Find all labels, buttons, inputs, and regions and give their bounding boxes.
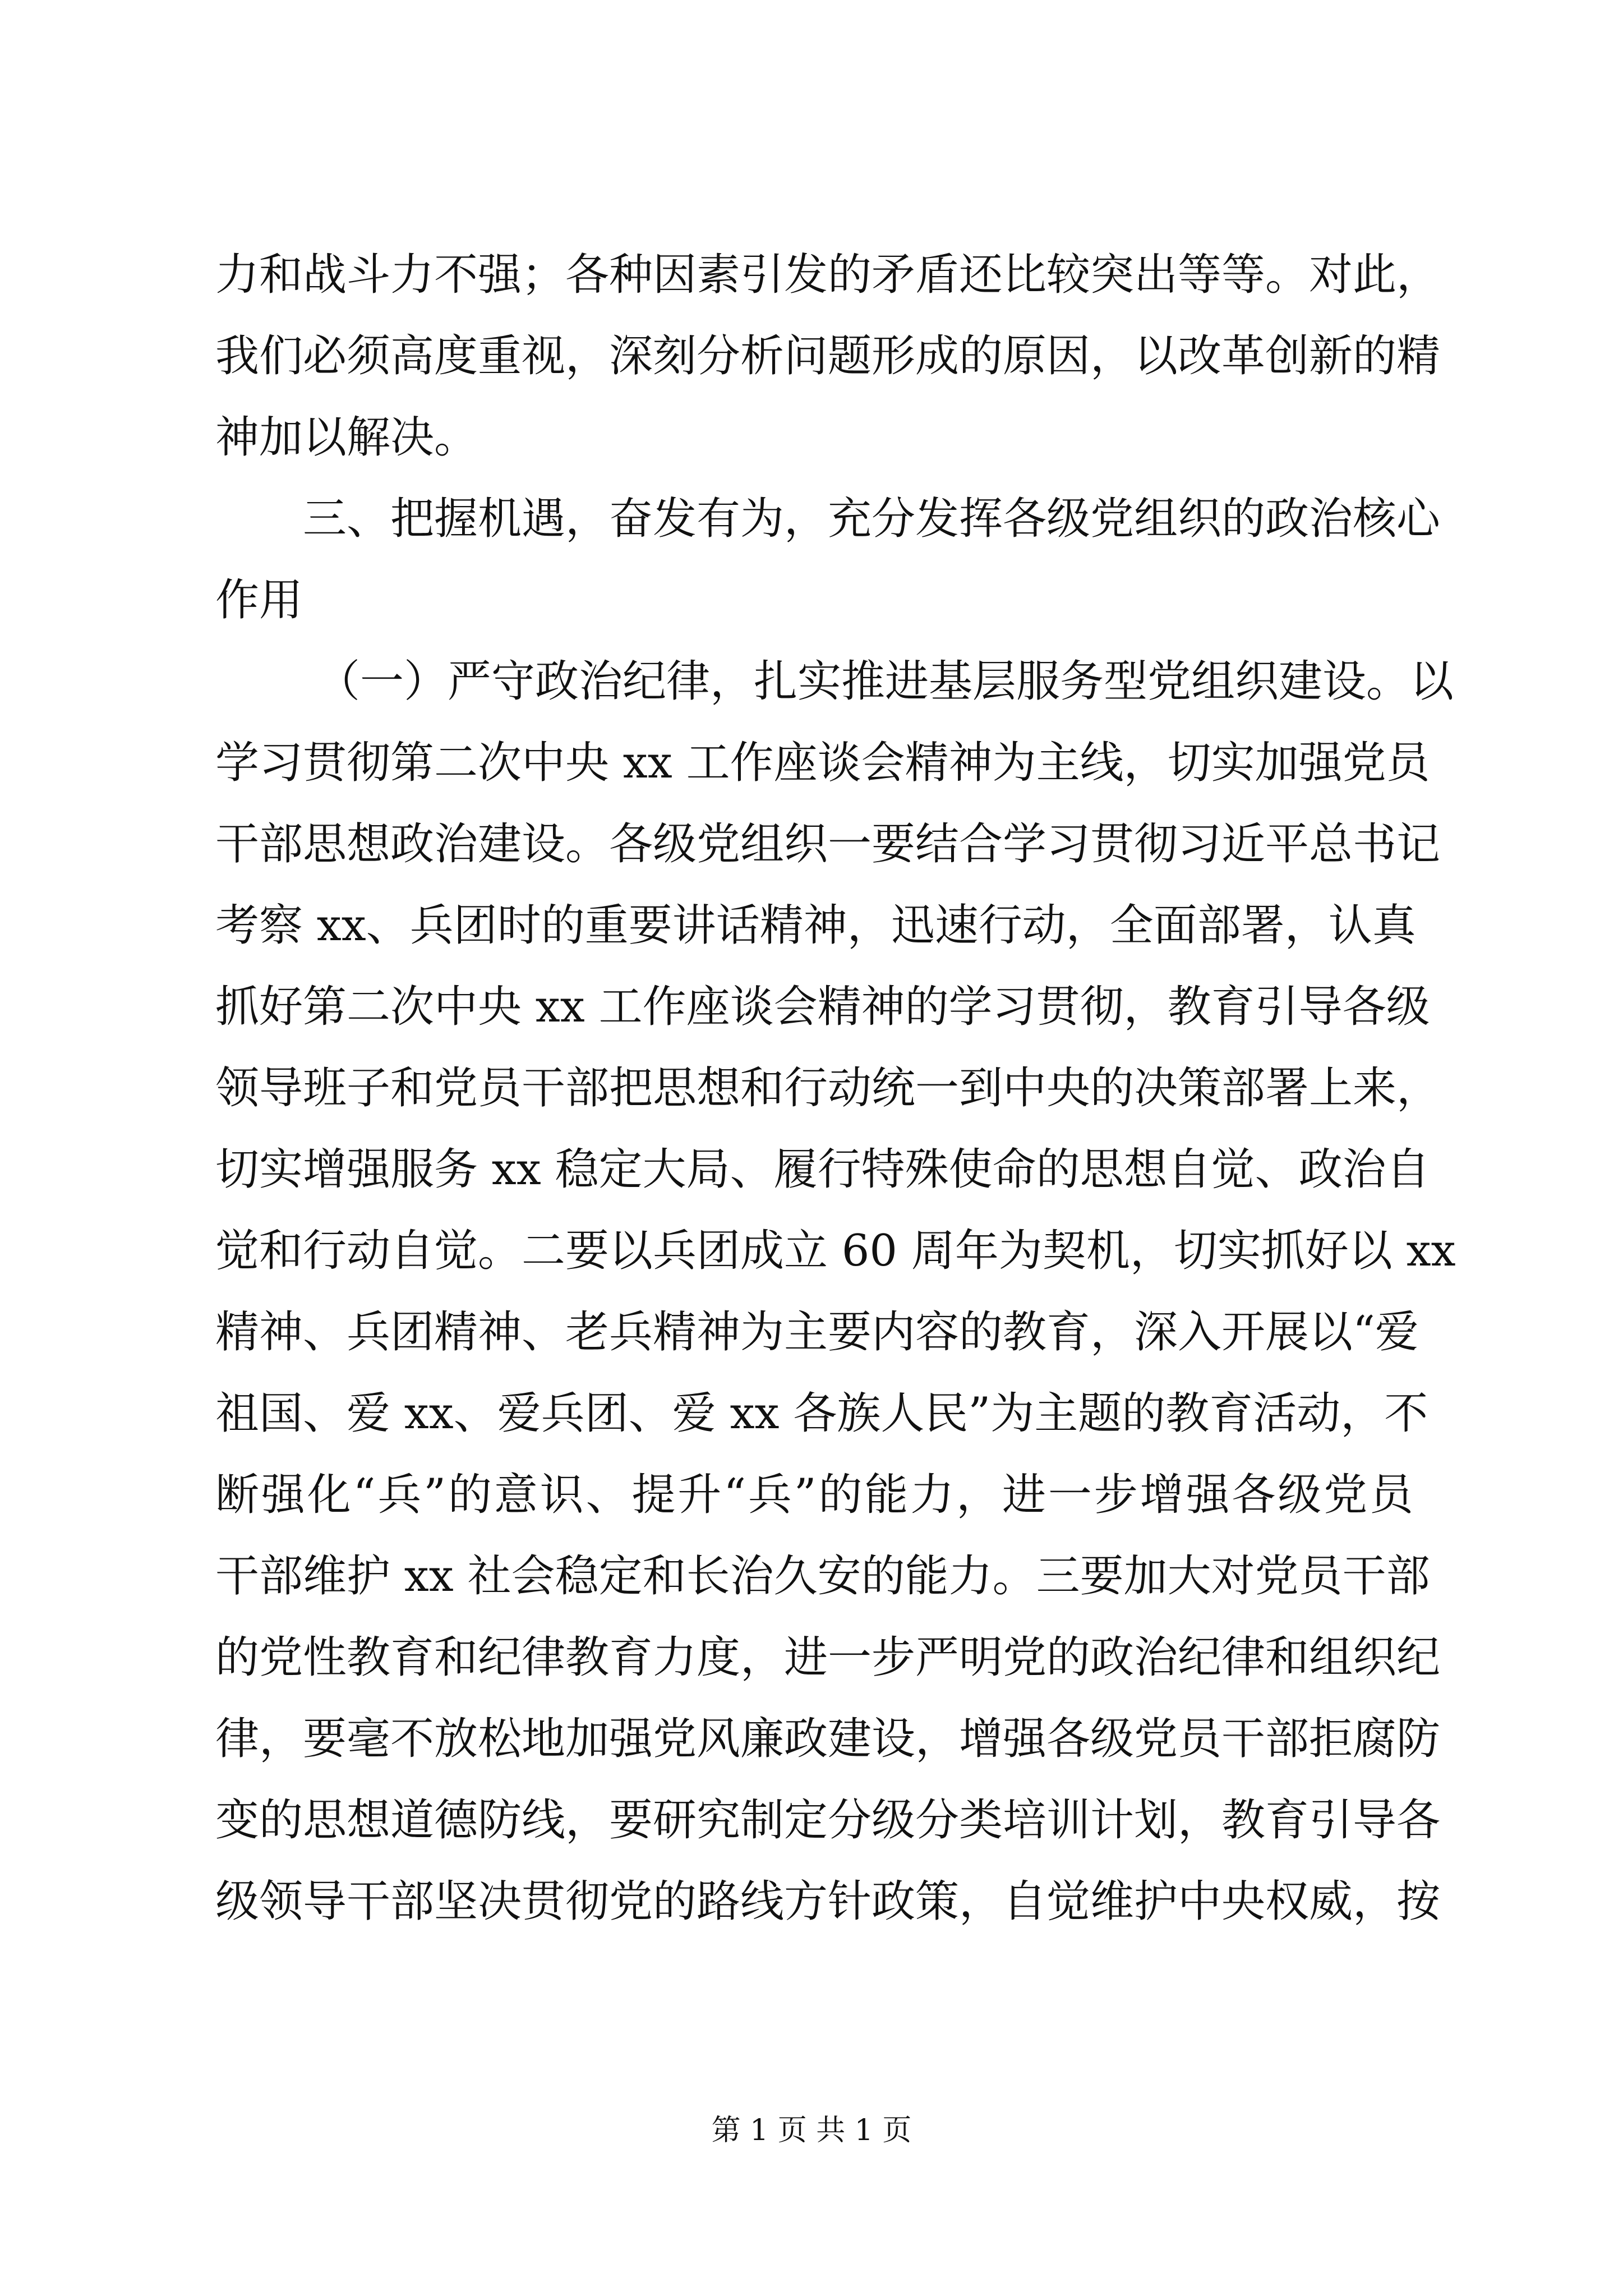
text-line: 我们必须高度重视，深刻分析问题形成的原因，以改革创新的精 xyxy=(215,331,1441,381)
text-line: 学习贯彻第二次中央 xx 工作座谈会精神为主线，切实加强党员 xyxy=(215,738,1430,788)
text-line: 领导班子和党员干部把思想和行动统一到中央的决策部署上来， xyxy=(215,1063,1441,1114)
text-line: 律，要毫不放松地加强党风廉政建设，增强各级党员干部拒腐防 xyxy=(215,1714,1441,1764)
text-line: 干部思想政治建设。各级党组织一要结合学习贯彻习近平总书记 xyxy=(215,819,1441,869)
page-number-footer: 第 1 页 共 1 页 xyxy=(711,2114,912,2147)
section-heading-line: 三、把握机遇，奋发有为，充分发挥各级党组织的政治核心 xyxy=(303,494,1441,544)
text-line: （一）严守政治纪律，扎实推进基层服务型党组织建设。以 xyxy=(316,656,1454,707)
text-line: 切实增强服务 xx 稳定大局、履行特殊使命的思想自觉、政治自 xyxy=(215,1144,1430,1195)
text-line: 觉和行动自觉。二要以兵团成立 60 周年为契机，切实抓好以 xx xyxy=(215,1226,1456,1276)
document-body xyxy=(215,234,1456,1943)
text-line: 考察 xx、兵团时的重要讲话精神，迅速行动，全面部署，认真 xyxy=(215,900,1416,951)
text-line: 的党性教育和纪律教育力度，进一步严明党的政治纪律和组织纪 xyxy=(215,1632,1441,1683)
section-heading-line: 作用 xyxy=(215,575,303,625)
text-line: 祖国、爱 xx、爱兵团、爱 xx 各族人民”为主题的教育活动，不 xyxy=(215,1388,1428,1439)
text-line: 精神、兵团精神、老兵精神为主要内容的教育，深入开展以“爱 xyxy=(215,1307,1419,1358)
text-line: 干部维护 xx 社会稳定和长治久安的能力。三要加大对党员干部 xyxy=(215,1551,1430,1602)
text-line: 力和战斗力不强；各种因素引发的矛盾还比较突出等等。对此， xyxy=(215,250,1441,300)
text-line: 变的思想道德防线，要研究制定分级分类培训计划，教育引导各 xyxy=(215,1795,1441,1846)
text-line: 断强化“兵”的意识、提升“兵”的能力，进一步增强各级党员 xyxy=(215,1470,1413,1520)
text-line: 级领导干部坚决贯彻党的路线方针政策，自觉维护中央权威，按 xyxy=(215,1876,1441,1927)
text-line: 神加以解决。 xyxy=(215,412,478,463)
text-line: 抓好第二次中央 xx 工作座谈会精神的学习贯彻，教育引导各级 xyxy=(215,982,1430,1032)
